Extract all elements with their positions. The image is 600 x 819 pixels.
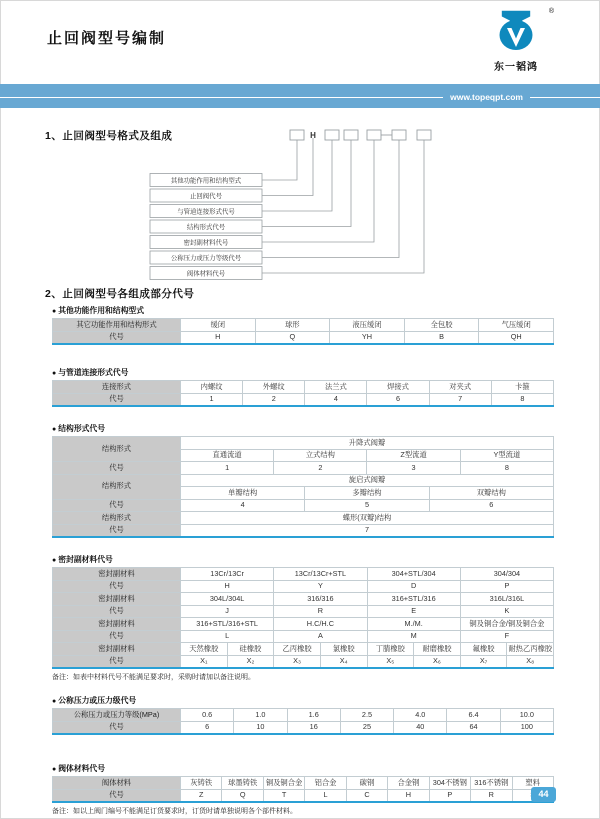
table-title-text: 结构形式代号: [58, 424, 106, 433]
value-cell: 氟橡胶: [460, 643, 507, 656]
table-row: [53, 721, 554, 734]
value-cell: 4: [305, 393, 367, 406]
table-block: [52, 305, 553, 345]
value-cell: 316+STL/316: [367, 593, 460, 606]
value-cell: 法兰式: [305, 381, 367, 394]
section2-heading: 2、止回阀型号各组成部分代号: [45, 288, 195, 300]
value-cell: H.C/H.C: [274, 618, 367, 631]
value-cell: 2.5: [340, 709, 393, 722]
diagram-label: 阀体材料代号: [186, 270, 226, 278]
value-cell: 升降式阀瓣: [181, 437, 554, 450]
value-cell: X₄: [320, 655, 367, 668]
value-cell: J: [181, 605, 274, 618]
value-cell: 卡箍: [491, 381, 553, 394]
diagram-label: 公称压力或压力等级代号: [170, 254, 242, 262]
value-cell: B: [404, 331, 479, 344]
value-cell: 外螺纹: [243, 381, 305, 394]
table-block: [52, 554, 553, 682]
page-number-badge: 44: [531, 787, 556, 802]
value-cell: P: [429, 789, 470, 802]
value-cell: R: [471, 789, 512, 802]
value-cell: 316/316: [274, 593, 367, 606]
code-tables-container: [52, 300, 553, 816]
row-label-cell: 代号: [53, 462, 181, 475]
value-cell: E: [367, 605, 460, 618]
value-cell: 4.0: [394, 709, 447, 722]
value-cell: 球形: [255, 319, 330, 332]
value-cell: 8: [460, 462, 553, 475]
value-cell: 7: [181, 524, 554, 537]
value-cell: H: [181, 331, 256, 344]
value-cell: YH: [330, 331, 405, 344]
bullet-icon: ●: [52, 766, 57, 773]
row-label-cell: 密封副材料: [53, 643, 181, 656]
table-row: [53, 381, 554, 394]
value-cell: 天然橡胶: [181, 643, 228, 656]
table-row: [53, 512, 554, 525]
table-row: [53, 568, 554, 581]
value-cell: 16: [287, 721, 340, 734]
model-letter: H: [310, 131, 316, 140]
table-row: [53, 618, 554, 631]
row-label-cell: 代号: [53, 331, 181, 344]
value-cell: 气压缓闭: [479, 319, 554, 332]
value-cell: 6: [429, 499, 553, 512]
value-cell: 2: [274, 462, 367, 475]
table-block: [52, 763, 553, 816]
code-table: [52, 380, 554, 407]
value-cell: X₇: [460, 655, 507, 668]
value-cell: 100: [500, 721, 553, 734]
value-cell: 10.0: [500, 709, 553, 722]
model-position-box: [325, 130, 339, 140]
value-cell: K: [460, 605, 553, 618]
row-label-cell: 结构形式: [53, 474, 181, 499]
model-position-box: [392, 130, 406, 140]
table-title-text: 密封副材料代号: [58, 555, 113, 564]
table-row: [53, 331, 554, 344]
table-title: [52, 423, 553, 434]
value-cell: 焊接式: [367, 381, 429, 394]
value-cell: C: [346, 789, 387, 802]
row-label-cell: 阀体材料: [53, 777, 181, 790]
table-row: [53, 709, 554, 722]
diagram-label: 密封副材料代号: [183, 239, 229, 247]
code-table: [52, 776, 554, 803]
code-table: [52, 708, 554, 735]
value-cell: M: [367, 630, 460, 643]
value-cell: 304+STL/304: [367, 568, 460, 581]
value-cell: 耐热乙丙橡胶: [507, 643, 554, 656]
table-note: 备注：如以上阀门编号不能满足订货要求时，订货时请单独说明各个部件材料。: [52, 808, 297, 815]
model-position-box: [367, 130, 381, 140]
table-row: [53, 437, 554, 450]
value-cell: Z型流道: [367, 449, 460, 462]
value-cell: 5: [305, 499, 429, 512]
value-cell: 缓闭: [181, 319, 256, 332]
model-position-box: [290, 130, 304, 140]
row-label-cell: 结构形式: [53, 437, 181, 462]
bullet-icon: ●: [52, 698, 57, 705]
value-cell: 10: [234, 721, 287, 734]
value-cell: M./M.: [367, 618, 460, 631]
table-row: [53, 474, 554, 487]
value-cell: 316L/316L: [460, 593, 553, 606]
value-cell: 4: [181, 499, 305, 512]
table-row: [53, 319, 554, 332]
table-title-text: 与管道连接形式代号: [58, 368, 129, 377]
row-label-cell: 代号: [53, 789, 181, 802]
value-cell: 耐磨橡胶: [414, 643, 461, 656]
row-label-cell: 代号: [53, 605, 181, 618]
value-cell: 1.0: [234, 709, 287, 722]
value-cell: 13Cr/13Cr: [181, 568, 274, 581]
registered-trademark-icon: ®: [548, 8, 554, 15]
brand-name: 东一韬鸿: [494, 62, 538, 73]
table-block: [52, 367, 553, 407]
value-cell: 1.6: [287, 709, 340, 722]
diagram-label: 止回阀代号: [190, 192, 222, 200]
value-cell: 氯橡胶: [320, 643, 367, 656]
value-cell: 液压缓闭: [330, 319, 405, 332]
value-cell: 灰铸铁: [181, 777, 222, 790]
table-title: [52, 695, 553, 706]
row-label-cell: 公称压力或压力等级(MPa): [53, 709, 181, 722]
row-label-cell: 代号: [53, 655, 181, 668]
value-cell: X₂: [227, 655, 274, 668]
value-cell: Y: [274, 580, 367, 593]
table-row: [53, 499, 554, 512]
table-title-text: 阀体材料代号: [58, 764, 106, 773]
value-cell: 立式结构: [274, 449, 367, 462]
table-title-text: 公称压力或压力级代号: [58, 696, 137, 705]
row-label-cell: 代号: [53, 524, 181, 537]
value-cell: R: [274, 605, 367, 618]
value-cell: P: [460, 580, 553, 593]
value-cell: 13Cr/13Cr+STL: [274, 568, 367, 581]
value-cell: 25: [340, 721, 393, 734]
value-cell: A: [274, 630, 367, 643]
diagram-label: 与管道连接形式代号: [177, 208, 235, 216]
diagram-connector-line: [262, 140, 424, 273]
diagram-connector-line: [262, 138, 313, 196]
value-cell: 6: [367, 393, 429, 406]
table-row: [53, 593, 554, 606]
value-cell: D: [367, 580, 460, 593]
row-label-cell: 密封副材料: [53, 593, 181, 606]
value-cell: 塑料: [512, 777, 553, 790]
table-block: [52, 695, 553, 735]
value-cell: Y型流道: [460, 449, 553, 462]
table-row: [53, 393, 554, 406]
row-label-cell: 代号: [53, 630, 181, 643]
value-cell: 全包胶: [404, 319, 479, 332]
value-cell: 7: [429, 393, 491, 406]
diagram-connector-line: [262, 140, 351, 227]
row-label-cell: 结构形式: [53, 512, 181, 525]
value-cell: 单瓣结构: [181, 487, 305, 500]
value-cell: 合金钢: [388, 777, 429, 790]
value-cell: 铜及铜合金/铜及铜合金: [460, 618, 553, 631]
code-table: [52, 436, 554, 538]
bullet-icon: ●: [52, 308, 57, 315]
section1-heading: 1、止回阀型号格式及组成: [45, 130, 173, 142]
value-cell: 内螺纹: [181, 381, 243, 394]
table-row: [53, 524, 554, 537]
table-row: [53, 605, 554, 618]
table-title: [52, 554, 553, 565]
table-title: [52, 763, 553, 774]
bullet-icon: ●: [52, 426, 57, 433]
diagram-connector-line: [262, 140, 297, 180]
website-url: www.topeqpt.com: [443, 92, 530, 103]
value-cell: 硅橡胶: [227, 643, 274, 656]
value-cell: 旋启式阀瓣: [181, 474, 554, 487]
value-cell: QH: [479, 331, 554, 344]
table-row: [53, 777, 554, 790]
table-row: [53, 630, 554, 643]
diagram-connector-line: [262, 140, 399, 258]
row-label-cell: 代号: [53, 393, 181, 406]
company-logo: [480, 8, 552, 73]
row-label-cell: 密封副材料: [53, 618, 181, 631]
table-row: [53, 580, 554, 593]
value-cell: L: [305, 789, 346, 802]
value-cell: H: [388, 789, 429, 802]
value-cell: 铜及铜合金: [263, 777, 304, 790]
table-row: [53, 643, 554, 656]
value-cell: Z: [181, 789, 222, 802]
value-cell: X₁: [181, 655, 228, 668]
table-title-text: 其他功能作用和结构型式: [58, 306, 144, 315]
table-note: 备注：如表中材料代号不能满足要求时，采购时请加以备注说明。: [52, 674, 255, 681]
value-cell: X₆: [414, 655, 461, 668]
value-cell: 丁腈橡胶: [367, 643, 414, 656]
table-row: [53, 789, 554, 802]
table-title: [52, 367, 553, 378]
model-position-box: [344, 130, 358, 140]
value-cell: 64: [447, 721, 500, 734]
row-label-cell: 代号: [53, 580, 181, 593]
value-cell: 3: [367, 462, 460, 475]
table-title: [52, 305, 553, 316]
page-title: 止回阀型号编制: [47, 30, 167, 47]
row-label-cell: 其它功能作用和结构形式: [53, 319, 181, 332]
code-table: [52, 318, 554, 345]
value-cell: 304L/304L: [181, 593, 274, 606]
value-cell: 8: [491, 393, 553, 406]
value-cell: 40: [394, 721, 447, 734]
diagram-label: 其他功能作用和结构型式: [170, 177, 242, 185]
value-cell: 球墨铸铁: [222, 777, 263, 790]
value-cell: 双瓣结构: [429, 487, 553, 500]
value-cell: 蝶形(双瓣)结构: [181, 512, 554, 525]
row-label-cell: 代号: [53, 499, 181, 512]
row-label-cell: 密封副材料: [53, 568, 181, 581]
value-cell: 直通流道: [181, 449, 274, 462]
header-banner: [0, 84, 600, 108]
value-cell: T: [263, 789, 304, 802]
value-cell: 1: [181, 462, 274, 475]
value-cell: 2: [243, 393, 305, 406]
value-cell: 乙丙橡胶: [274, 643, 321, 656]
table-row: [53, 462, 554, 475]
model-format-diagram: [0, 122, 600, 294]
value-cell: 1: [181, 393, 243, 406]
value-cell: 碳钢: [346, 777, 387, 790]
value-cell: L: [181, 630, 274, 643]
bullet-icon: ●: [52, 557, 57, 564]
value-cell: X₈: [507, 655, 554, 668]
value-cell: 6.4: [447, 709, 500, 722]
value-cell: 304/304: [460, 568, 553, 581]
value-cell: 多瓣结构: [305, 487, 429, 500]
row-label-cell: 代号: [53, 721, 181, 734]
value-cell: 0.6: [181, 709, 234, 722]
value-cell: Q: [222, 789, 263, 802]
value-cell: H: [181, 580, 274, 593]
valve-logo-icon: [493, 8, 539, 52]
value-cell: X₃: [274, 655, 321, 668]
value-cell: 铝合金: [305, 777, 346, 790]
code-table: [52, 567, 554, 669]
value-cell: 对夹式: [429, 381, 491, 394]
value-cell: Q: [255, 331, 330, 344]
value-cell: 316不锈钢: [471, 777, 512, 790]
value-cell: F: [460, 630, 553, 643]
diagram-label: 结构形式代号: [186, 223, 226, 231]
bullet-icon: ●: [52, 370, 57, 377]
value-cell: 304不锈钢: [429, 777, 470, 790]
table-block: [52, 423, 553, 538]
model-position-box: [417, 130, 431, 140]
value-cell: 6: [181, 721, 234, 734]
value-cell: 316+STL/316+STL: [181, 618, 274, 631]
row-label-cell: 连接形式: [53, 381, 181, 394]
value-cell: X₅: [367, 655, 414, 668]
table-row: [53, 655, 554, 668]
